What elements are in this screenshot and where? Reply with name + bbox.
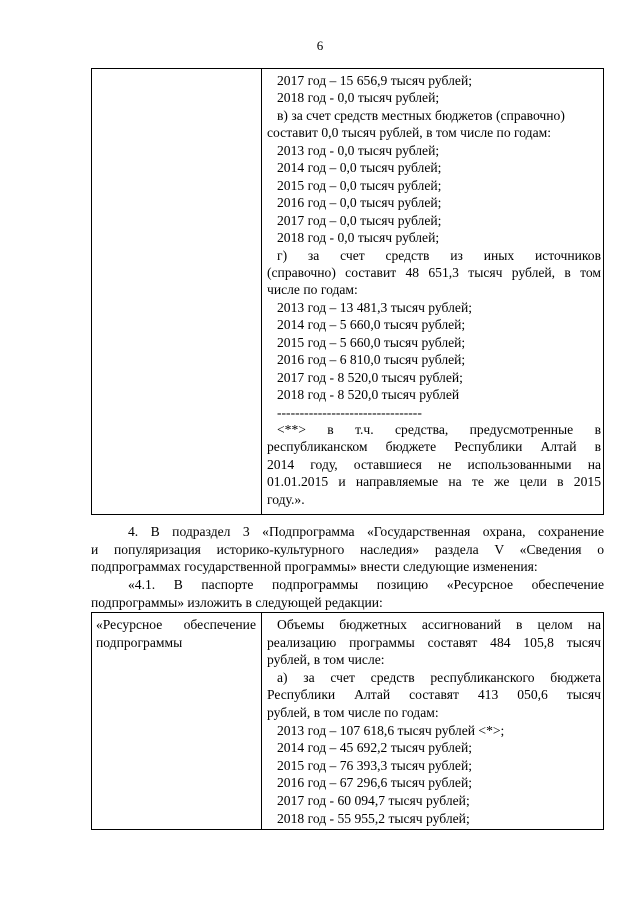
table-text-line: 2018 год - 0,0 тысяч рублей;: [277, 90, 440, 106]
table-text-line: <**> в т.ч. средства, предусмотренные в: [277, 422, 601, 437]
table-text-line: 2018 год - 8 520,0 тысяч рублей: [277, 387, 460, 403]
table-text-line: г) за счет средств из иных источников: [277, 247, 601, 263]
table-text-line: реализацию программы составят 484 105,8 тысяч: [267, 634, 601, 650]
table-label-line: подпрограммы: [96, 634, 183, 650]
table-text-line: 2013 год – 107 618,6 тысяч рублей <*>;: [277, 722, 505, 738]
table-text-line: 2016 год – 6 810,0 тысяч рублей;: [277, 352, 466, 368]
table-text-line: 2016 год – 67 296,6 тысяч рублей;: [277, 775, 472, 791]
paragraph-line: подпрограммы» изложить в следующей редакции:: [91, 594, 383, 610]
table-text-line: числе по годам:: [267, 282, 358, 298]
table-text-line: республиканском бюджете Республики Алтай в: [267, 439, 601, 455]
table-text-line: Объемы бюджетных ассигнований в целом на: [277, 617, 601, 632]
table-text-line: в) за счет средств местных бюджетов (справочно): [277, 107, 565, 123]
table-right-cell: [263, 69, 603, 514]
paragraph-line: подпрограммах государственной программы» внести следующие изменения:: [91, 559, 538, 574]
table-text-line: а) за счет средств республиканского бюджета: [277, 669, 601, 685]
table-text-line: 2015 год – 0,0 тысяч рублей;: [277, 177, 442, 193]
table-text-line: 2017 год - 60 094,7 тысяч рублей;: [277, 793, 470, 808]
table-text-line: 2017 год - 8 520,0 тысяч рублей;: [277, 369, 463, 385]
table-text-line: 2015 год – 76 393,3 тысяч рублей;: [277, 757, 472, 773]
paragraph-line: 4. В подраздел 3 «Подпрограмма «Государственная охрана, сохранение: [128, 524, 604, 539]
resource-table-continued: [91, 68, 604, 515]
table-text-line: Республики Алтай составят 413 050,6 тысяч: [267, 687, 601, 703]
table-right-cell-resources: [263, 613, 603, 829]
table-text-line: году.».: [267, 491, 305, 507]
subprogram-resource-table: [91, 612, 604, 830]
table-text-line: 2013 год - 0,0 тысяч рублей;: [277, 142, 440, 158]
table-text-line: рублей, в том числе:: [267, 652, 385, 668]
table-text-line: 01.01.2015 и направляемые на те же цели в 2015: [267, 474, 601, 490]
table-text-line: составит 0,0 тысяч рублей, в том числе по годам:: [267, 125, 551, 141]
table-text-line: 2014 год – 5 660,0 тысяч рублей;: [277, 317, 466, 333]
table-text-line: 2016 год – 0,0 тысяч рублей;: [277, 195, 442, 211]
page-number: 6: [316, 38, 324, 53]
table-text-line: (справочно) составит 48 651,3 тысяч рублей, в том: [267, 264, 601, 280]
table-text-line: 2018 год - 55 955,2 тысяч рублей;: [277, 810, 470, 826]
paragraph-line: и популяризация историко-культурного наследия» раздела V «Сведения о: [91, 541, 604, 557]
table-text-line: 2014 год – 45 692,2 тысяч рублей;: [277, 740, 472, 756]
table-text-line: 2018 год - 0,0 тысяч рублей;: [277, 230, 440, 246]
table-text-line: 2017 год – 15 656,9 тысяч рублей;: [277, 73, 472, 88]
table-text-line: 2015 год – 5 660,0 тысяч рублей;: [277, 334, 466, 350]
table-left-cell-label: [92, 613, 262, 829]
table-text-line: рублей, в том числе по годам:: [267, 705, 439, 720]
table-text-line: 2014 году, оставшиеся не использованными на: [267, 456, 601, 472]
table-text-line: --------------------------------: [277, 404, 422, 420]
table-text-line: 2017 год – 0,0 тысяч рублей;: [277, 212, 442, 228]
table-text-line: 2013 год – 13 481,3 тысяч рублей;: [277, 299, 472, 315]
table-label-line: «Ресурсное обеспечение: [96, 617, 256, 632]
table-left-cell: [92, 69, 262, 514]
paragraph-line: «4.1. В паспорте подпрограммы позицию «Ресурсное обеспечение: [128, 577, 604, 592]
table-text-line: 2014 год – 0,0 тысяч рублей;: [277, 160, 442, 176]
